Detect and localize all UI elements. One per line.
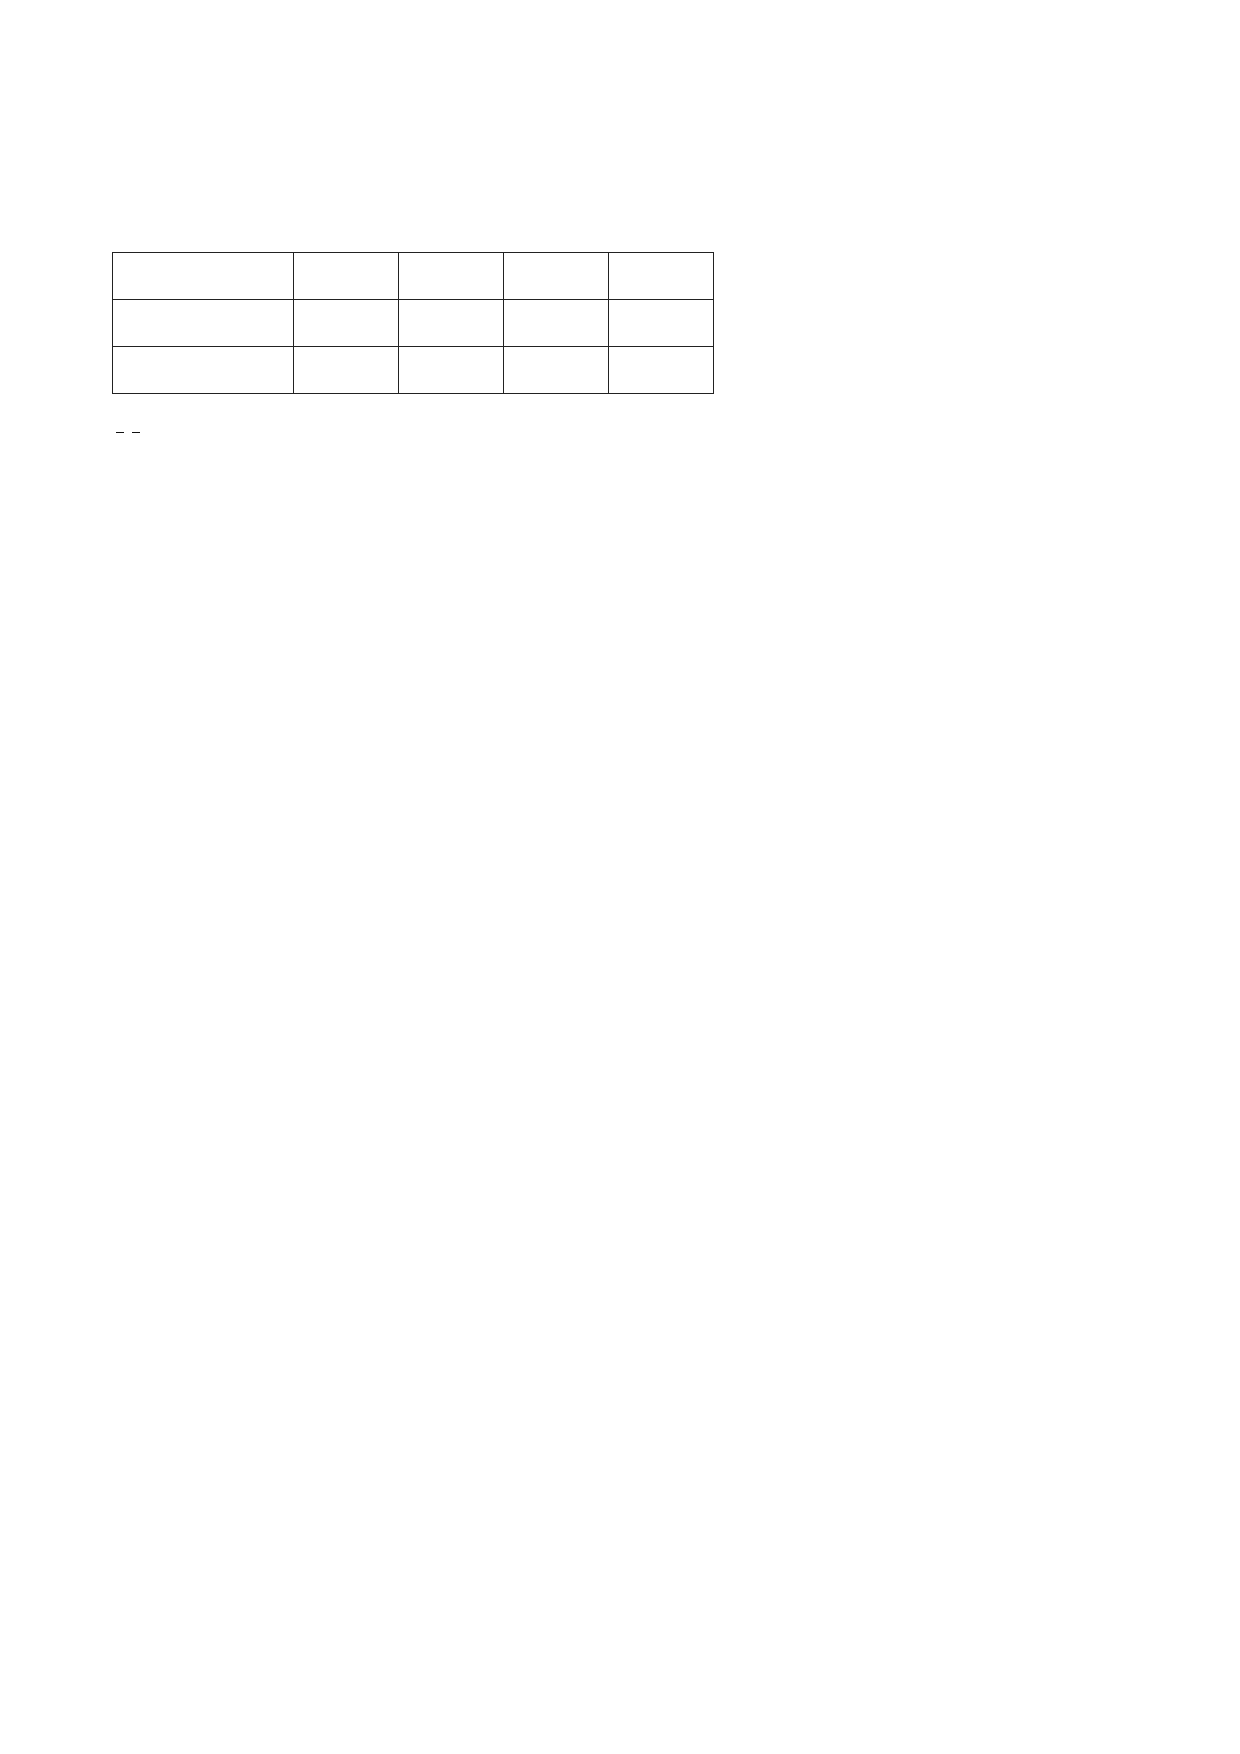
- experiment-data-table: [112, 252, 714, 394]
- table-cell: [504, 347, 609, 394]
- table-header-cell: [609, 253, 714, 300]
- document-page: [112, 150, 1132, 476]
- table-cell: [399, 300, 504, 347]
- table-header-cell: [113, 253, 294, 300]
- fraction-carbon: [132, 432, 140, 433]
- answer-atom-ratio: [112, 220, 132, 244]
- table-header-cell: [399, 253, 504, 300]
- fraction-hydrogen: [116, 432, 124, 433]
- table-row: [113, 347, 714, 394]
- question-line-1: [112, 170, 1132, 198]
- formula-line: [112, 402, 1132, 462]
- table-cell: [609, 300, 714, 347]
- table-header-cell: [504, 253, 609, 300]
- answer-oxygen-mass: [112, 172, 132, 196]
- table-cell: [113, 300, 294, 347]
- question-line-2: [112, 218, 1132, 246]
- table-cell: [399, 347, 504, 394]
- fraction-numerator: [132, 432, 140, 433]
- table-cell: [113, 347, 294, 394]
- table-header-row: [113, 253, 714, 300]
- table-cell: [294, 347, 399, 394]
- table-header-cell: [294, 253, 399, 300]
- table-row: [113, 300, 714, 347]
- fraction-numerator: [116, 432, 124, 433]
- table-cell: [294, 300, 399, 347]
- table-cell: [609, 347, 714, 394]
- table-cell: [504, 300, 609, 347]
